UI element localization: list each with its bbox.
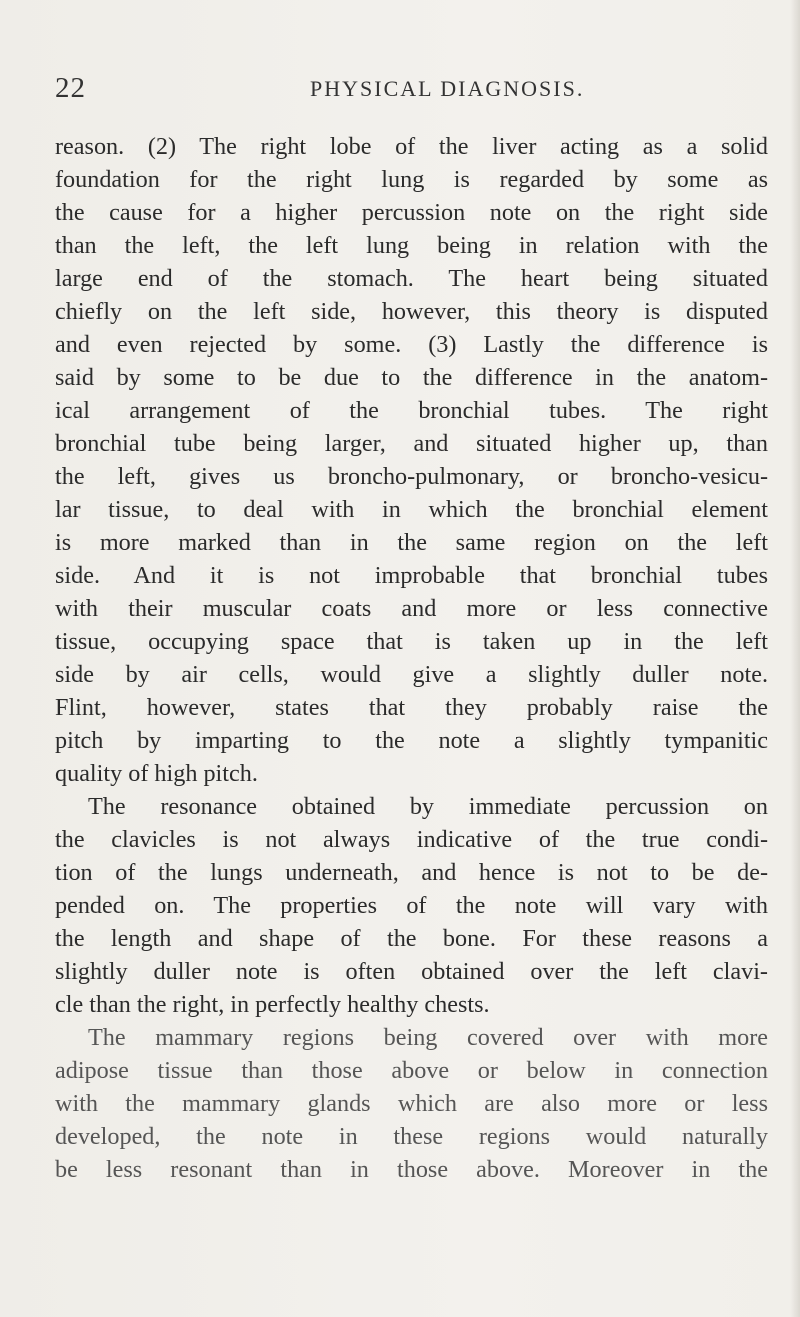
text-line: tion of the lungs underneath, and hence is not to be de- <box>55 859 768 886</box>
text-line: The mammary regions being covered over with more <box>88 1024 768 1051</box>
text-line: developed, the note in these regions would naturally <box>55 1123 768 1150</box>
text-line: side by air cells, would give a slightly duller note. <box>55 661 768 688</box>
text-line: foundation for the right lung is regarded by some as <box>55 166 768 193</box>
text-line: than the left, the left lung being in relation with the <box>55 232 768 259</box>
text-line: ical arrangement of the bronchial tubes. The right <box>55 397 768 424</box>
text-line: the left, gives us broncho-pulmonary, or broncho-vesicu- <box>55 463 768 490</box>
text-line: pitch by imparting to the note a slightly tympanitic <box>55 727 768 754</box>
text-line: Flint, however, states that they probably raise the <box>55 694 768 721</box>
text-line: bronchial tube being larger, and situated higher up, than <box>55 430 768 457</box>
page-edge-shadow <box>790 0 800 1317</box>
text-line: cle than the right, in perfectly healthy chests. <box>55 991 490 1018</box>
text-line: with the mammary glands which are also more or less <box>55 1090 768 1117</box>
text-line: the cause for a higher percussion note on the right side <box>55 199 768 226</box>
text-line: The resonance obtained by immediate percussion on <box>88 793 768 820</box>
running-title: PHYSICAL DIAGNOSIS. <box>310 76 585 101</box>
text-line: pended on. The properties of the note will vary with <box>55 892 768 919</box>
text-line: the clavicles is not always indicative of the true condi- <box>55 826 768 853</box>
text-line: is more marked than in the same region on the left <box>55 529 768 556</box>
text-line: with their muscular coats and more or less connective <box>55 595 768 622</box>
page-number: 22 <box>55 72 86 104</box>
text-line: adipose tissue than those above or below in connection <box>55 1057 768 1084</box>
text-line: be less resonant than in those above. Moreover in the <box>55 1156 768 1183</box>
text-line: slightly duller note is often obtained over the left clavi- <box>55 958 768 985</box>
text-line: quality of high pitch. <box>55 760 258 787</box>
text-line: said by some to be due to the difference in the anatom- <box>55 364 768 391</box>
text-line: chiefly on the left side, however, this theory is disputed <box>55 298 768 325</box>
text-line: reason. (2) The right lobe of the liver acting as a solid <box>55 133 768 160</box>
text-line: the length and shape of the bone. For these reasons a <box>55 925 768 952</box>
text-line: and even rejected by some. (3) Lastly the difference is <box>55 331 768 358</box>
text-line: lar tissue, to deal with in which the bronchial element <box>55 496 768 523</box>
text-line: tissue, occupying space that is taken up in the left <box>55 628 768 655</box>
text-line: side. And it is not improbable that bronchial tubes <box>55 562 768 589</box>
text-line: large end of the stomach. The heart being situated <box>55 265 768 292</box>
